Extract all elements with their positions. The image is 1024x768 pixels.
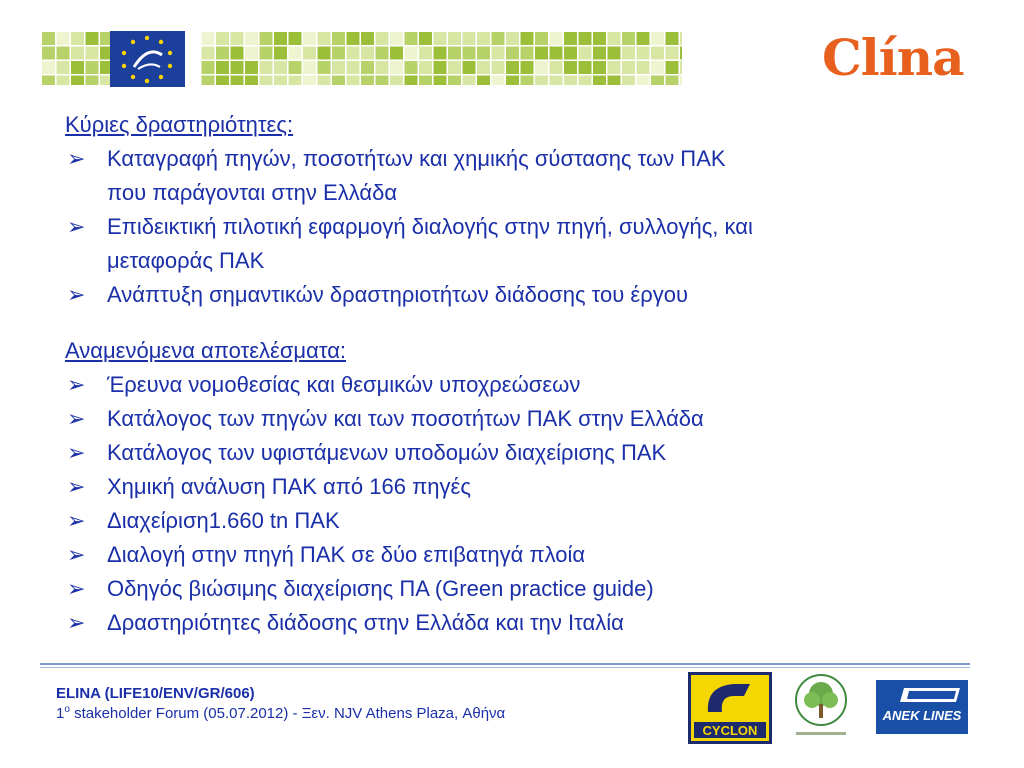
mosaic-tile: [492, 47, 505, 60]
mosaic-tile: [666, 76, 679, 86]
mosaic-tile: [260, 61, 273, 74]
mosaic-tile: [57, 47, 70, 60]
mosaic-tile: [376, 61, 389, 74]
mosaic-tile: [608, 47, 621, 60]
mosaic-tile: [361, 32, 374, 45]
mosaic-tile: [216, 61, 229, 74]
mosaic-tile: [303, 32, 316, 45]
elina-logo: Clína: [822, 28, 964, 87]
mosaic-tile: [477, 76, 490, 86]
mosaic-tile: [245, 47, 258, 60]
section-heading-results: Αναμενόμενα αποτελέσματα:: [65, 338, 347, 363]
mosaic-tile: [579, 76, 592, 86]
arrow-bullet-icon: ➢: [67, 146, 86, 171]
mosaic-tile: [361, 61, 374, 74]
mosaic-tile: [680, 76, 682, 86]
mosaic-tile: [564, 76, 577, 86]
footer-forum-line: $1^o$ stakeholder Forum (05.07.2012) - Ξεν. NJV Athens Plaza, Αθήνα: [56, 704, 506, 722]
mosaic-tile: [579, 61, 592, 74]
mosaic-tile: [506, 47, 519, 60]
mosaic-tile: [608, 76, 621, 86]
mosaic-tile: [463, 47, 476, 60]
mosaic-tile: [622, 61, 635, 74]
list-item: ➢ Κατάλογος των πηγών και των ποσοτήτων ΠΑΚ στην Ελλάδα: [65, 402, 985, 436]
mosaic-tile: [347, 61, 360, 74]
mosaic-tile: [245, 61, 258, 74]
mosaic-tile: [202, 47, 215, 60]
mosaic-tile: [405, 32, 418, 45]
mosaic-tile: [419, 76, 432, 86]
mosaic-tile: [680, 47, 682, 60]
arrow-bullet-icon: ➢: [67, 542, 86, 567]
mosaic-tile: [419, 47, 432, 60]
mosaic-tile: [202, 61, 215, 74]
mosaic-tile: [216, 47, 229, 60]
mosaic-tile: [448, 47, 461, 60]
mosaic-tile: [608, 61, 621, 74]
mosaic-tile: [550, 47, 563, 60]
list-item: ➢ Διαχείριση1.660 tn ΠΑΚ: [65, 504, 985, 538]
mosaic-tile: [564, 32, 577, 45]
mosaic-tile: [57, 76, 70, 86]
mosaic-tile: [71, 47, 84, 60]
mosaic-tile: [332, 32, 345, 45]
mosaic-tile: [651, 61, 664, 74]
mosaic-tile: [318, 61, 331, 74]
mosaic-tile: [506, 61, 519, 74]
list-item: ➢ Διαλογή στην πηγή ΠΑΚ σε δύο επιβατηγά πλοία: [65, 538, 985, 572]
mosaic-tile: [492, 61, 505, 74]
mosaic-tile: [390, 32, 403, 45]
mosaic-tile: [680, 32, 682, 45]
mosaic-tile: [303, 76, 316, 86]
mosaic-tile: [579, 47, 592, 60]
mosaic-tile: [390, 76, 403, 86]
arrow-bullet-icon: ➢: [67, 282, 86, 307]
mosaic-tile: [593, 76, 606, 86]
mosaic-tile: [477, 47, 490, 60]
mosaic-tile: [593, 47, 606, 60]
section-heading-activities: Κύριες δραστηριότητες:: [65, 112, 294, 137]
mosaic-tile: [260, 76, 273, 86]
mosaic-tile: [550, 32, 563, 45]
list-item-continuation: που παράγονται στην Ελλάδα: [107, 180, 398, 205]
mosaic-tile: [666, 32, 679, 45]
mosaic-tile: [274, 47, 287, 60]
mosaic-tile: [608, 32, 621, 45]
list-item: ➢ Έρευνα νομοθεσίας και θεσμικών υποχρεώσεων: [65, 368, 985, 402]
arrow-bullet-icon: ➢: [67, 406, 86, 431]
mosaic-tile: [463, 32, 476, 45]
mosaic-tile: [463, 76, 476, 86]
mosaic-tile: [593, 61, 606, 74]
mosaic-tile: [448, 76, 461, 86]
mosaic-tile: [42, 61, 55, 74]
mosaic-tile: [564, 47, 577, 60]
mosaic-tile: [318, 76, 331, 86]
mosaic-tile: [477, 61, 490, 74]
list-item: ➢ Επιδεικτική πιλοτική εφαρμογή διαλογής στην πηγή, συλλογής, και: [65, 210, 985, 244]
mosaic-tile: [303, 61, 316, 74]
slide-content: [65, 108, 985, 640]
mosaic-tile: [463, 61, 476, 74]
mosaic-tile: [347, 32, 360, 45]
mosaic-tile: [506, 76, 519, 86]
list-item: ➢ Κατάλογος των υφιστάμενων υποδομών διαχείρισης ΠΑΚ: [65, 436, 985, 470]
mosaic-tile: [405, 47, 418, 60]
mosaic-tile: [521, 61, 534, 74]
mosaic-tile: [651, 47, 664, 60]
mosaic-tile: [390, 61, 403, 74]
mosaic-tile: [361, 76, 374, 86]
mosaic-tile: [535, 32, 548, 45]
mosaic-tile: [42, 76, 55, 86]
results-list: [65, 368, 985, 640]
mosaic-tile: [86, 61, 99, 74]
mosaic-tile: [376, 76, 389, 86]
mosaic-tile: [57, 32, 70, 45]
mosaic-tile: [42, 47, 55, 60]
eu-life-logo: [110, 31, 185, 87]
mosaic-tile: [231, 32, 244, 45]
mosaic-tile: [289, 76, 302, 86]
mosaic-tile: [361, 47, 374, 60]
mosaic-tile: [289, 47, 302, 60]
mosaic-tile: [448, 32, 461, 45]
arrow-bullet-icon: ➢: [67, 508, 86, 533]
mosaic-tile: [622, 47, 635, 60]
mosaic-tile: [245, 76, 258, 86]
mosaic-tile: [202, 32, 215, 45]
list-item: ➢ Δραστηριότητες διάδοσης στην Ελλάδα και την Ιταλία: [65, 606, 985, 640]
footer-info: [56, 684, 505, 724]
arrow-bullet-icon: ➢: [67, 474, 86, 499]
mosaic-tile: [535, 47, 548, 60]
mosaic-tile: [521, 32, 534, 45]
mosaic-tile: [231, 76, 244, 86]
mosaic-tile: [622, 32, 635, 45]
mosaic-tile: [434, 32, 447, 45]
mosaic-tile: [303, 47, 316, 60]
mosaic-tile: [289, 32, 302, 45]
arrow-bullet-icon: ➢: [67, 576, 86, 601]
activities-list: [65, 142, 985, 312]
mosaic-tile: [216, 32, 229, 45]
mosaic-tile: [390, 47, 403, 60]
mosaic-tile: [216, 76, 229, 86]
mosaic-tile: [666, 47, 679, 60]
mosaic-tile: [535, 61, 548, 74]
mosaic-tile: [405, 61, 418, 74]
arrow-bullet-icon: ➢: [67, 214, 86, 239]
mosaic-tile: [477, 32, 490, 45]
mosaic-tile: [521, 76, 534, 86]
list-item: ➢ Ανάπτυξη σημαντικών δραστηριοτήτων διάδοσης του έργου: [65, 278, 985, 312]
list-item: ➢ Χημική ανάλυση ΠΑΚ από 166 πηγές: [65, 470, 985, 504]
mosaic-tile: [71, 32, 84, 45]
mosaic-tile: [318, 47, 331, 60]
arrow-bullet-icon: ➢: [67, 372, 86, 397]
anek-lines-logo: [876, 680, 968, 734]
mosaic-tile: [231, 61, 244, 74]
mosaic-tile: [564, 61, 577, 74]
mosaic-tile: [419, 61, 432, 74]
list-item-continuation: μεταφοράς ΠΑΚ: [107, 248, 265, 273]
mosaic-tile: [376, 47, 389, 60]
mosaic-tile: [274, 32, 287, 45]
list-item: ➢ Οδηγός βιώσιμης διαχείρισης ΠΑ (Green practice guide): [65, 572, 985, 606]
footer-divider-thin: [40, 667, 970, 668]
mosaic-tile: [637, 47, 650, 60]
mosaic-tile: [550, 76, 563, 86]
mosaic-tile: [71, 61, 84, 74]
mosaic-tile: [579, 32, 592, 45]
svg-text:CYCLON: CYCLON: [702, 723, 758, 738]
mosaic-tile: [521, 47, 534, 60]
mosaic-tile: [318, 32, 331, 45]
mosaic-tile: [260, 47, 273, 60]
mosaic-tile: [448, 61, 461, 74]
mosaic-tile: [593, 32, 606, 45]
mosaic-tile: [637, 76, 650, 86]
mosaic-tile: [434, 76, 447, 86]
mosaic-tile: [492, 76, 505, 86]
mosaic-tile: [274, 61, 287, 74]
municipality-tree-logo: [792, 672, 850, 742]
mosaic-tile: [42, 32, 55, 45]
mosaic-tile: [535, 76, 548, 86]
mosaic-tile: [405, 76, 418, 86]
arrow-bullet-icon: ➢: [67, 610, 86, 635]
mosaic-tile: [202, 76, 215, 86]
mosaic-tile: [637, 61, 650, 74]
mosaic-tile: [506, 32, 519, 45]
mosaic-tile: [71, 76, 84, 86]
mosaic-tile: [550, 61, 563, 74]
mosaic-tile: [86, 76, 99, 86]
mosaic-tile: [86, 47, 99, 60]
mosaic-tile: [492, 32, 505, 45]
footer-project-title: ELINA (LIFE10/ENV/GR/606): [56, 685, 255, 702]
mosaic-tile: [86, 32, 99, 45]
list-item: ➢ Καταγραφή πηγών, ποσοτήτων και χημικής σύστασης των ΠΑΚ: [65, 142, 985, 176]
footer-divider: [40, 663, 970, 665]
svg-text:ANEK LINES: ANEK LINES: [882, 708, 962, 723]
mosaic-tile: [332, 47, 345, 60]
arrow-bullet-icon: ➢: [67, 440, 86, 465]
mosaic-tile: [376, 32, 389, 45]
mosaic-tile: [651, 76, 664, 86]
mosaic-tile: [651, 32, 664, 45]
cyclon-logo: [688, 672, 772, 744]
mosaic-tile: [347, 76, 360, 86]
mosaic-tile: [434, 47, 447, 60]
mosaic-tile: [680, 61, 682, 74]
mosaic-tile: [666, 61, 679, 74]
mosaic-tile: [245, 32, 258, 45]
mosaic-tile: [260, 32, 273, 45]
mosaic-tile: [419, 32, 432, 45]
mosaic-tile: [289, 61, 302, 74]
mosaic-tile: [231, 47, 244, 60]
mosaic-tile: [274, 76, 287, 86]
mosaic-tile: [434, 61, 447, 74]
mosaic-tile: [332, 76, 345, 86]
mosaic-tile: [637, 32, 650, 45]
mosaic-tile: [347, 47, 360, 60]
mosaic-tile: [332, 61, 345, 74]
mosaic-tile: [622, 76, 635, 86]
mosaic-tile: [57, 61, 70, 74]
